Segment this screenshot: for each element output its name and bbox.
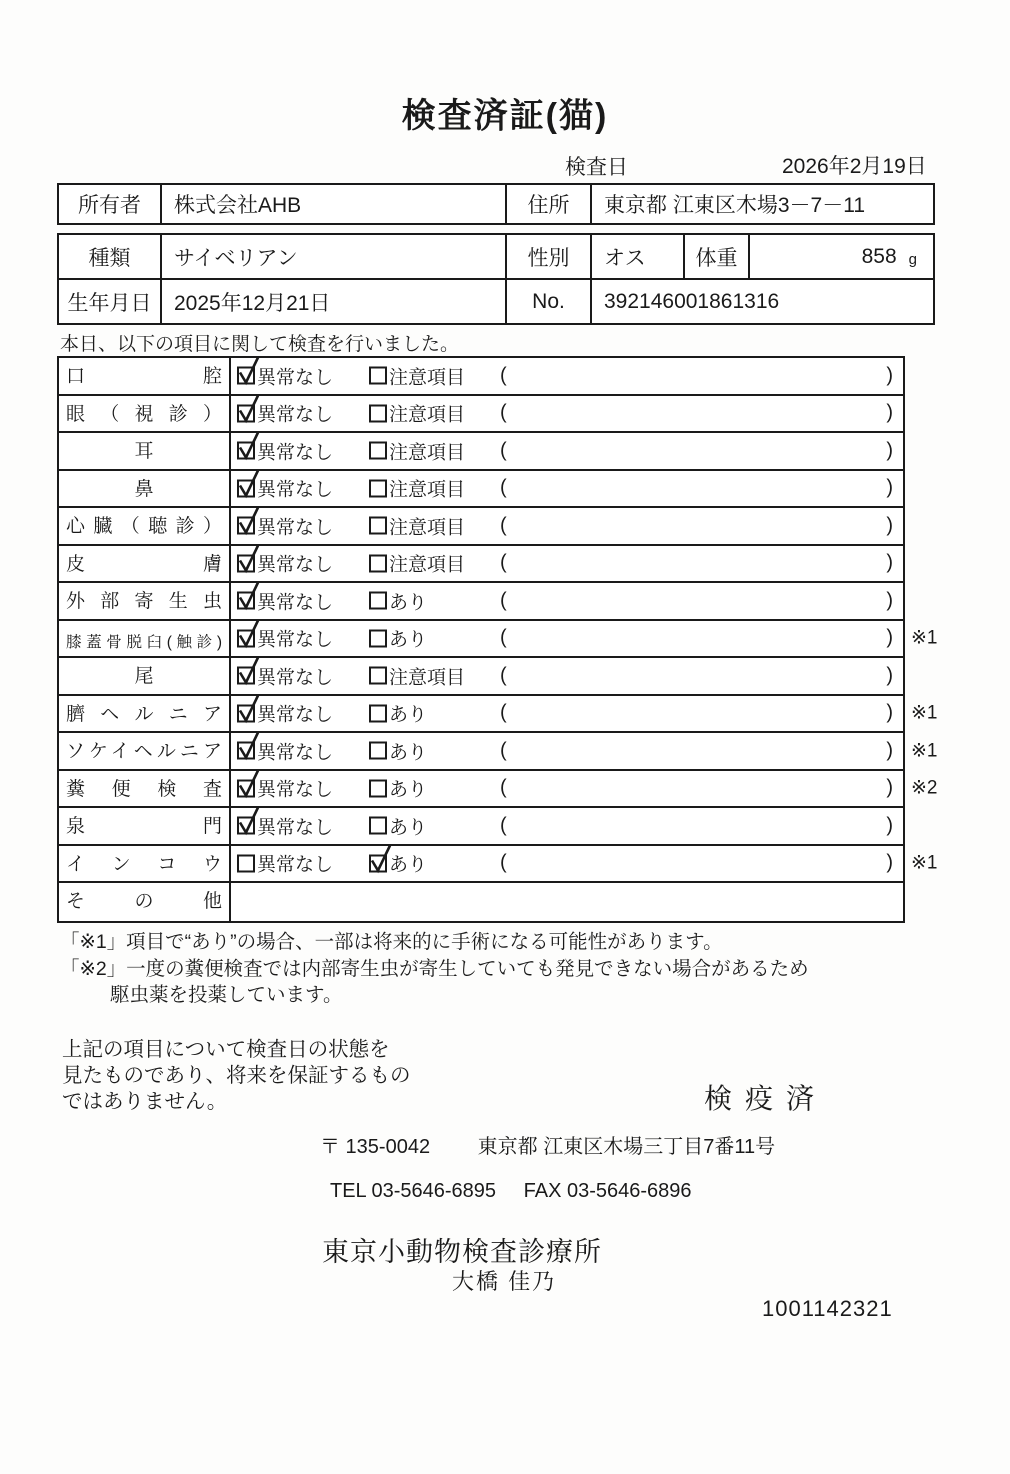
exam-row-content xyxy=(231,658,903,694)
weight-value: 858 xyxy=(861,244,897,268)
exam-row xyxy=(59,846,938,884)
checkbox-group xyxy=(237,737,333,764)
check-mark-icon xyxy=(236,468,261,498)
checkbox-label: あり xyxy=(389,592,428,614)
checkbox-group xyxy=(369,400,465,427)
check-mark-icon xyxy=(236,806,261,836)
clinic-fax: FAX 03-5646-6896 xyxy=(523,1180,692,1202)
clinic-address-line xyxy=(320,1130,775,1159)
pet-info-row-1 xyxy=(59,235,933,280)
exam-row xyxy=(59,658,903,696)
paren-close: ) xyxy=(886,776,893,799)
exam-item-label: 眼（視診） xyxy=(59,396,231,432)
checkbox-label: 異常なし xyxy=(257,404,334,426)
exam-row-content xyxy=(231,883,903,921)
exam-row-content xyxy=(231,396,903,432)
paren-close: ) xyxy=(886,551,893,574)
checkbox-label: 注意項目 xyxy=(389,404,466,426)
checkbox-group xyxy=(237,700,333,727)
checked-checkbox-icon xyxy=(237,442,255,460)
weight-label: 体重 xyxy=(685,235,750,278)
empty-checkbox-icon xyxy=(369,629,387,647)
checkbox-label: 異常なし xyxy=(257,704,334,726)
exam-row-content xyxy=(231,508,903,544)
exam-row-content xyxy=(231,808,903,844)
checkbox-group xyxy=(237,512,333,539)
checkbox-label: 異常なし xyxy=(257,667,334,689)
exam-item-label: 尾 xyxy=(59,658,231,694)
checkbox-group xyxy=(237,812,333,839)
checkbox-group xyxy=(369,587,427,614)
footnote-mark: ※1 xyxy=(911,740,938,762)
disclaimer-line-2: 見たものであり、将来を保証するもの xyxy=(62,1064,411,1087)
birthdate-label: 生年月日 xyxy=(59,280,162,323)
footnote-mark: ※1 xyxy=(911,852,938,874)
disclaimer-line-1: 上記の項目について検査日の状態を xyxy=(62,1038,390,1061)
check-mark-icon xyxy=(236,581,261,611)
empty-checkbox-icon xyxy=(369,592,387,610)
paren-close: ) xyxy=(886,851,893,874)
exam-row-content xyxy=(231,471,903,507)
checked-checkbox-icon xyxy=(369,854,387,872)
checkbox-group xyxy=(237,625,333,652)
disclaimer xyxy=(62,1037,411,1115)
exam-row xyxy=(59,433,903,471)
checkbox-group xyxy=(237,587,333,614)
exam-date-value: 2026年2月19日 xyxy=(782,155,927,178)
checkbox-label: あり xyxy=(389,742,428,764)
empty-checkbox-icon xyxy=(369,442,387,460)
checkbox-label: 異常なし xyxy=(257,779,334,801)
checkbox-label: 異常なし xyxy=(257,817,334,839)
checked-checkbox-icon xyxy=(237,367,255,385)
exam-row-content xyxy=(231,358,903,394)
document-number: 1001142321 xyxy=(762,1296,893,1321)
paren-open: ( xyxy=(500,364,507,387)
check-mark-icon xyxy=(236,656,261,686)
paren-open: ( xyxy=(500,551,507,574)
check-mark-icon xyxy=(236,543,261,573)
exam-item-label: ソケイヘルニア xyxy=(59,733,231,769)
exam-item-label: 口腔 xyxy=(59,358,231,394)
pet-info-row-2 xyxy=(59,280,933,323)
checkbox-label: 注意項目 xyxy=(389,517,466,539)
check-mark-icon xyxy=(236,731,261,761)
exam-date-label: 検査日 xyxy=(565,156,628,179)
paren-close: ) xyxy=(886,439,893,462)
exam-row xyxy=(59,621,938,659)
exam-item-label: 外部寄生虫 xyxy=(59,583,231,619)
paren-open: ( xyxy=(500,401,507,424)
paren-open: ( xyxy=(500,814,507,837)
pet-info-table xyxy=(57,233,935,325)
exam-row xyxy=(59,696,938,734)
paren-open: ( xyxy=(500,476,507,499)
checkbox-group xyxy=(369,437,465,464)
checkbox-group xyxy=(237,475,333,502)
checkbox-label: 異常なし xyxy=(257,479,334,501)
exam-row-content xyxy=(231,696,903,732)
exam-item-label: 糞便検査 xyxy=(59,771,231,807)
checkbox-label: 異常なし xyxy=(257,517,334,539)
check-mark-icon xyxy=(236,356,261,386)
exam-row xyxy=(59,358,903,396)
checkbox-group xyxy=(369,550,465,577)
address-label: 住所 xyxy=(507,185,592,223)
exam-row xyxy=(59,471,903,509)
number-label: No. xyxy=(507,280,592,323)
exam-table xyxy=(57,356,938,923)
checkbox-group xyxy=(369,625,427,652)
paren-open: ( xyxy=(500,589,507,612)
empty-checkbox-icon xyxy=(369,517,387,535)
number-value: 392146001861316 xyxy=(604,289,780,313)
checked-checkbox-icon xyxy=(237,779,255,797)
checkbox-group xyxy=(369,475,465,502)
checkbox-group xyxy=(369,512,465,539)
checked-checkbox-icon xyxy=(237,554,255,572)
checkbox-label: あり xyxy=(389,854,428,876)
weight-value-cell xyxy=(750,235,933,278)
footnote-2: 「※2」一度の糞便検査では内部寄生虫が寄生していても発見できない場合があるため xyxy=(60,957,809,980)
empty-checkbox-icon xyxy=(369,667,387,685)
exam-row xyxy=(59,546,903,584)
check-mark-icon xyxy=(368,843,393,873)
exam-row xyxy=(59,508,903,546)
exam-row-content xyxy=(231,621,903,657)
paren-open: ( xyxy=(500,439,507,462)
exam-row-content xyxy=(231,583,903,619)
owner-value: 株式会社AHB xyxy=(162,185,507,223)
exam-item-label: 耳 xyxy=(59,433,231,469)
checkbox-group xyxy=(237,850,333,877)
empty-checkbox-icon xyxy=(369,367,387,385)
address-value: 東京都 江東区木場3－7－11 xyxy=(604,194,865,217)
clinic-tel: TEL 03-5646-6895 xyxy=(330,1180,497,1202)
checkbox-label: 異常なし xyxy=(257,442,334,464)
checkbox-label: 注意項目 xyxy=(389,442,466,464)
checkbox-label: 異常なし xyxy=(257,592,334,614)
clinic-street: 東京都 江東区木場三丁目7番11号 xyxy=(477,1136,776,1158)
checkbox-label: 注意項目 xyxy=(389,367,466,389)
checked-checkbox-icon xyxy=(237,517,255,535)
paren-close: ) xyxy=(886,476,893,499)
checkbox-group xyxy=(369,362,465,389)
checkbox-label: 注意項目 xyxy=(389,667,466,689)
checkbox-group xyxy=(369,850,427,877)
paren-close: ) xyxy=(886,401,893,424)
exam-row xyxy=(59,583,903,621)
paren-close: ) xyxy=(886,814,893,837)
owner-table xyxy=(57,183,935,225)
exam-row xyxy=(59,396,903,434)
checkbox-group xyxy=(237,550,333,577)
checkbox-label: 異常なし xyxy=(257,367,334,389)
checked-checkbox-icon xyxy=(237,817,255,835)
checkbox-label: 異常なし xyxy=(257,554,334,576)
checked-checkbox-icon xyxy=(237,667,255,685)
exam-row-content xyxy=(231,771,903,807)
check-mark-icon xyxy=(236,393,261,423)
empty-checkbox-icon xyxy=(369,704,387,722)
checkbox-label: 異常なし xyxy=(257,742,334,764)
empty-checkbox-icon xyxy=(237,854,255,872)
checked-checkbox-icon xyxy=(237,704,255,722)
checkbox-group xyxy=(237,662,333,689)
empty-checkbox-icon xyxy=(369,404,387,422)
exam-row-content xyxy=(231,733,903,769)
paren-close: ) xyxy=(886,701,893,724)
exam-row-content xyxy=(231,433,903,469)
paren-close: ) xyxy=(886,589,893,612)
exam-row-content xyxy=(231,546,903,582)
quarantine-stamp: 検疫済 xyxy=(704,1083,828,1114)
checkbox-group xyxy=(369,662,465,689)
empty-checkbox-icon xyxy=(369,742,387,760)
exam-item-label: 皮膚 xyxy=(59,546,231,582)
paren-open: ( xyxy=(500,701,507,724)
checked-checkbox-icon xyxy=(237,479,255,497)
empty-checkbox-icon xyxy=(369,479,387,497)
checkbox-label: あり xyxy=(389,629,428,651)
checkbox-group xyxy=(369,775,427,802)
paren-open: ( xyxy=(500,664,507,687)
checkbox-label: 異常なし xyxy=(257,629,334,651)
weight-unit: g xyxy=(908,251,917,268)
check-mark-icon xyxy=(236,693,261,723)
breed-value: サイベリアン xyxy=(162,235,507,278)
footnote-mark: ※2 xyxy=(911,777,938,799)
owner-label: 所有者 xyxy=(59,185,162,223)
exam-row xyxy=(59,771,938,809)
paren-open: ( xyxy=(500,776,507,799)
check-mark-icon xyxy=(236,506,261,536)
paren-close: ) xyxy=(886,364,893,387)
exam-item-label: 臍ヘルニア xyxy=(59,696,231,732)
checked-checkbox-icon xyxy=(237,742,255,760)
paren-close: ) xyxy=(886,664,893,687)
checkbox-label: 注意項目 xyxy=(389,554,466,576)
checked-checkbox-icon xyxy=(237,629,255,647)
document-title: 検査済証(猫) xyxy=(401,97,609,135)
disclaimer-line-3: ではありません。 xyxy=(62,1090,228,1113)
checkbox-label: 異常なし xyxy=(257,854,334,876)
empty-checkbox-icon xyxy=(369,817,387,835)
checkbox-group xyxy=(237,437,333,464)
exam-item-label: 膝蓋骨脱臼(触診) xyxy=(59,621,231,657)
exam-item-label: インコウ xyxy=(59,846,231,882)
empty-checkbox-icon xyxy=(369,779,387,797)
paren-close: ) xyxy=(886,514,893,537)
paren-open: ( xyxy=(500,851,507,874)
footnote-mark: ※1 xyxy=(911,627,938,649)
exam-row xyxy=(59,883,903,921)
empty-checkbox-icon xyxy=(369,554,387,572)
checkbox-label: 注意項目 xyxy=(389,479,466,501)
checkbox-group xyxy=(369,700,427,727)
checkbox-group xyxy=(369,737,427,764)
check-mark-icon xyxy=(236,618,261,648)
breed-label: 種類 xyxy=(59,235,162,278)
checked-checkbox-icon xyxy=(237,404,255,422)
exam-row xyxy=(59,733,938,771)
clinic-tel-line xyxy=(330,1180,692,1203)
checkbox-label: あり xyxy=(389,779,428,801)
footnote-1: 「※1」項目で“あり”の場合、一部は将来的に手術になる可能性があります。 xyxy=(60,931,723,953)
veterinarian-name: 大橋 佳乃 xyxy=(452,1269,557,1294)
exam-row-content xyxy=(231,846,903,882)
intro-sentence: 本日、以下の項目に関して検査を行いました。 xyxy=(60,334,460,355)
checked-checkbox-icon xyxy=(237,592,255,610)
exam-row xyxy=(59,808,903,846)
exam-item-label: その他 xyxy=(59,883,231,921)
check-mark-icon xyxy=(236,768,261,798)
paren-close: ) xyxy=(886,739,893,762)
exam-item-label: 鼻 xyxy=(59,471,231,507)
checkbox-group xyxy=(237,362,333,389)
paren-close: ) xyxy=(886,626,893,649)
paren-open: ( xyxy=(500,739,507,762)
paren-open: ( xyxy=(500,514,507,537)
sex-label: 性別 xyxy=(507,235,592,278)
footnote-2-continued: 駆虫薬を投薬しています。 xyxy=(110,984,343,1006)
exam-item-label: 心臓（聴診） xyxy=(59,508,231,544)
footnote-mark: ※1 xyxy=(911,702,938,724)
checkbox-group xyxy=(237,400,333,427)
clinic-name: 東京小動物検査診療所 xyxy=(322,1237,602,1267)
checkbox-label: あり xyxy=(389,704,428,726)
exam-item-label: 泉門 xyxy=(59,808,231,844)
checkbox-label: あり xyxy=(389,817,428,839)
sex-value: オス xyxy=(592,235,685,278)
checkbox-group xyxy=(369,812,427,839)
footnotes xyxy=(60,929,809,1009)
birthdate-value: 2025年12月21日 xyxy=(162,280,507,323)
clinic-postal-code: 〒 135-0042 xyxy=(320,1136,431,1158)
checkbox-group xyxy=(237,775,333,802)
check-mark-icon xyxy=(236,431,261,461)
paren-open: ( xyxy=(500,626,507,649)
